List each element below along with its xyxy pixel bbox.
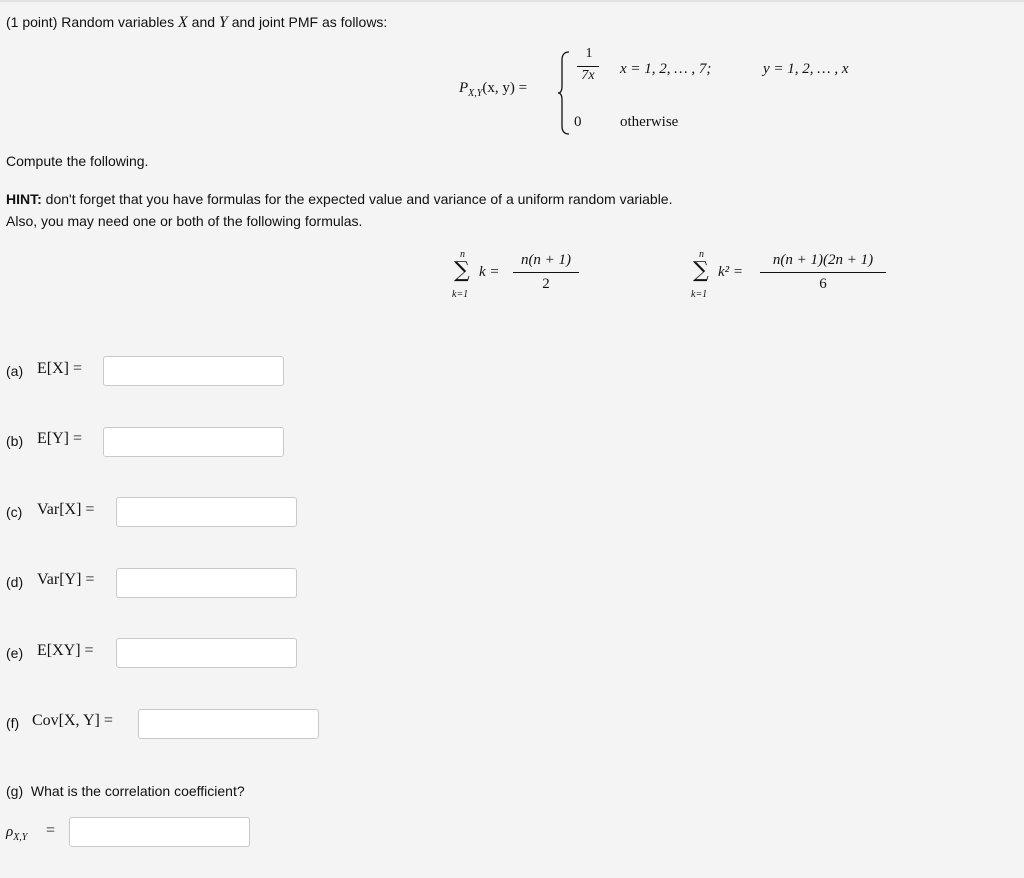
hint-line-2: Also, you may need one or both of the following formulas. <box>6 213 363 229</box>
pmf-frac-bar <box>577 66 599 67</box>
and-word: and <box>191 14 216 30</box>
question-f-label: (f) <box>6 715 20 731</box>
sum2-denominator: 6 <box>819 276 827 292</box>
brace-icon <box>556 50 572 136</box>
answer-g-input[interactable] <box>69 817 250 847</box>
var-x: X <box>177 14 188 31</box>
question-d-expr: Var[Y] = <box>37 571 95 588</box>
answer-e-input[interactable] <box>116 638 297 668</box>
question-g-prompt <box>6 782 245 800</box>
pmf-frac-denominator: 7x <box>581 68 595 83</box>
pmf-condition-y: y = 1, 2, … , x <box>763 61 849 77</box>
sum1-lower: k=1 <box>452 289 469 300</box>
pmf-lhs: $P_{X,Y}(x$, y) = <box>459 80 528 99</box>
pmf-otherwise: otherwise <box>620 114 679 130</box>
sum2-upper: n <box>699 249 704 260</box>
points-label: (1 point) <box>6 14 58 30</box>
var-y: Y <box>218 14 228 31</box>
answer-f-input[interactable] <box>138 709 319 739</box>
sum1-term: k = <box>479 264 500 280</box>
sum1-frac-bar <box>513 272 579 273</box>
hint-label: HINT: <box>6 191 42 207</box>
question-c-label: (c) <box>6 504 23 520</box>
question-b-expr: E[Y] = <box>37 430 83 447</box>
hint-text: don't forget that you have formulas for the expected value and variance of a uniform random variable. <box>45 191 673 207</box>
question-c-expr: Var[X] = <box>37 501 95 518</box>
question-e-label: (e) <box>6 645 24 661</box>
pmf-condition-x: x = 1, 2, … , 7; <box>620 61 712 77</box>
intro-text: Random variables <box>61 14 175 30</box>
sum1-upper: n <box>460 249 465 260</box>
question-e-expr: E[XY] = <box>37 642 94 659</box>
problem-statement <box>6 13 387 32</box>
question-g-equals: = <box>46 822 56 839</box>
top-border <box>0 0 1024 2</box>
answer-c-input[interactable] <box>116 497 297 527</box>
sum2-lower: k=1 <box>691 289 708 300</box>
question-b-label: (b) <box>6 433 24 449</box>
answer-b-input[interactable] <box>103 427 284 457</box>
sum1-numerator: n(n + 1) <box>520 252 572 268</box>
question-g-text: What is the correlation coefficient? <box>30 783 245 799</box>
intro-tail: and joint PMF as follows: <box>231 14 388 30</box>
sum2-numerator: n(n + 1)(2n + 1) <box>772 252 874 268</box>
sigma-icon: ∑ <box>454 258 470 283</box>
question-g-expr: $\rho_{X,Y}$ <box>6 824 28 843</box>
compute-heading: Compute the following. <box>6 153 149 169</box>
answer-a-input[interactable] <box>103 356 284 386</box>
answer-d-input[interactable] <box>116 568 297 598</box>
sum2-term: k² = <box>718 264 744 280</box>
pmf-frac-numerator: 1 <box>585 46 593 61</box>
sum1-denominator: 2 <box>542 276 550 292</box>
question-a-label: (a) <box>6 363 24 379</box>
question-d-label: (d) <box>6 574 24 590</box>
question-g-label: (g) <box>6 783 24 799</box>
question-a-expr: E[X] = <box>37 360 83 377</box>
hint-line-1 <box>6 190 673 208</box>
pmf-zero: 0 <box>574 114 582 130</box>
question-f-expr: Cov[X, Y] = <box>32 712 113 729</box>
sum2-frac-bar <box>760 272 886 273</box>
sigma-icon: ∑ <box>693 258 709 283</box>
